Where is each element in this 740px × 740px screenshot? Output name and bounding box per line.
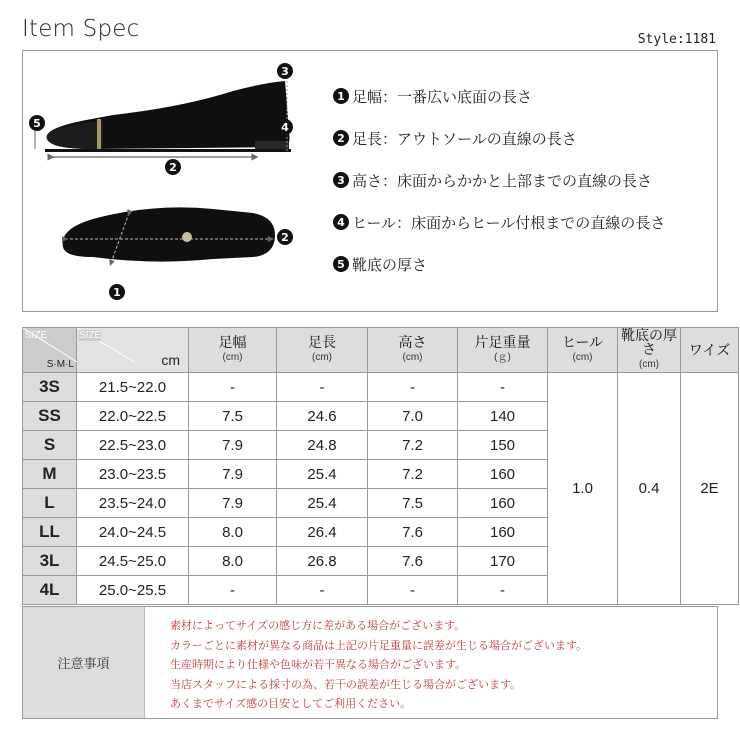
marker-2-bottom-icon [277,229,293,245]
spec-text: 靴底の厚さ [352,255,428,274]
length-cell: 25.4 [277,489,368,518]
weight-cell: 160 [458,460,548,489]
length-cell: 26.8 [277,547,368,576]
heel-value: 1.0 [548,373,618,605]
number-badge-icon: 2 [333,130,349,146]
sole-value: 0.4 [618,373,681,605]
shoe-side-view [45,81,291,152]
style-number: Style:1181 [637,32,716,47]
length-cell: - [277,373,368,402]
number-badge-icon: 4 [333,214,349,230]
width-cell: 7.5 [189,402,277,431]
marker-2-side-icon [165,159,181,175]
height-cell: 7.2 [368,431,458,460]
spec-item [333,254,665,274]
width-cell: 7.9 [189,489,277,518]
header-wise: ワイズ [681,328,739,373]
cm-cell: 21.5~22.0 [77,373,189,402]
size-cell: SS [23,402,77,431]
height-cell: 7.6 [368,518,458,547]
height-cell: - [368,576,458,605]
height-cell: 7.0 [368,402,458,431]
height-cell: 7.6 [368,547,458,576]
width-cell: 7.9 [189,460,277,489]
weight-cell: 140 [458,402,548,431]
number-badge-icon: 5 [333,256,349,272]
svg-text:3: 3 [281,65,289,78]
note-line: 生産時期により仕様や色味が若干異なる場合がございます。 [170,658,467,671]
width-cell: - [189,373,277,402]
size-table [22,327,739,605]
spec-item [333,86,665,106]
header-width: 足幅 (cm) [189,328,277,373]
shoe-bottom-view [63,207,275,263]
corner-cm-cell [77,328,189,373]
marker-1-icon [109,284,125,300]
note-line: あくまでサイズ感の目安としてご利用ください。 [170,697,412,710]
svg-text:2: 2 [281,231,289,244]
corner-size-bottom: S·M·L [46,359,74,370]
width-cell: 8.0 [189,547,277,576]
svg-text:1: 1 [113,286,121,299]
weight-cell: 160 [458,518,548,547]
cm-cell: 22.5~23.0 [77,431,189,460]
width-cell: 7.9 [189,431,277,460]
weight-cell: 150 [458,431,548,460]
wise-value: 2E [681,373,739,605]
size-cell: 4L [23,576,77,605]
notes-panel [22,606,718,719]
spec-text: 足幅：一番広い底面の長さ [352,87,533,106]
note-line: カラーごとに素材が異なる商品は上記の片足重量に誤差が生じる場合がございます。 [170,638,588,652]
size-cell: M [23,460,77,489]
marker-4-icon [277,119,293,135]
spec-item [333,212,665,232]
cm-cell: 25.0~25.5 [77,576,189,605]
weight-cell: - [458,373,548,402]
size-cell: LL [23,518,77,547]
header-sole: 靴底の厚さ (cm) [618,328,681,373]
marker-3-icon [277,63,293,79]
header-length: 足長 (cm) [277,328,368,373]
weight-cell: 160 [458,489,548,518]
spec-item [333,170,665,190]
corner-size-top: SIZE [25,330,48,341]
length-cell: 25.4 [277,460,368,489]
notes-list [145,607,587,718]
marker-5-icon [29,115,45,131]
height-cell: 7.2 [368,460,458,489]
svg-text:5: 5 [33,117,41,130]
cm-cell: 24.0~24.5 [77,518,189,547]
note-line: 当店スタッフによる採寸の為、若干の誤差が生じる場合がございます。 [170,677,522,691]
width-cell: - [189,576,277,605]
number-badge-icon: 3 [333,172,349,188]
cm-cell: 22.0~22.5 [77,402,189,431]
spec-text: ヒール：床面からヒール付根までの直線の長さ [352,213,666,232]
svg-text:4: 4 [281,121,289,134]
size-cell: L [23,489,77,518]
corner-size2: SIZE [79,330,102,341]
header-heel: ヒール (cm) [548,328,618,373]
length-cell: 24.8 [277,431,368,460]
notes-label: 注意事項 [23,607,145,718]
page-title: Item Spec [22,16,140,42]
length-cell: - [277,576,368,605]
size-cell: 3S [23,373,77,402]
size-cell: S [23,431,77,460]
header-height: 高さ (cm) [368,328,458,373]
spec-text: 足長：アウトソールの直線の長さ [352,129,577,148]
number-badge-icon: 1 [333,88,349,104]
weight-cell: - [458,576,548,605]
spec-text: 高さ：床面からかかと上部までの直線の長さ [352,171,653,190]
note-line: 素材によってサイズの感じ方に差がある場合がございます。 [170,619,466,632]
spec-item [333,128,665,148]
table-row [23,373,739,402]
length-cell: 26.4 [277,518,368,547]
size-cell: 3L [23,547,77,576]
corner-size-cell [23,328,77,373]
weight-cell: 170 [458,547,548,576]
cm-cell: 23.0~23.5 [77,460,189,489]
width-cell: 8.0 [189,518,277,547]
height-cell: - [368,373,458,402]
height-cell: 7.5 [368,489,458,518]
corner-cm: cm [161,352,180,368]
cm-cell: 23.5~24.0 [77,489,189,518]
cm-cell: 24.5~25.0 [77,547,189,576]
svg-text:2: 2 [169,161,177,174]
header-weight: 片足重量 (ｇ) [458,328,548,373]
spec-list [333,86,665,296]
length-cell: 24.6 [277,402,368,431]
